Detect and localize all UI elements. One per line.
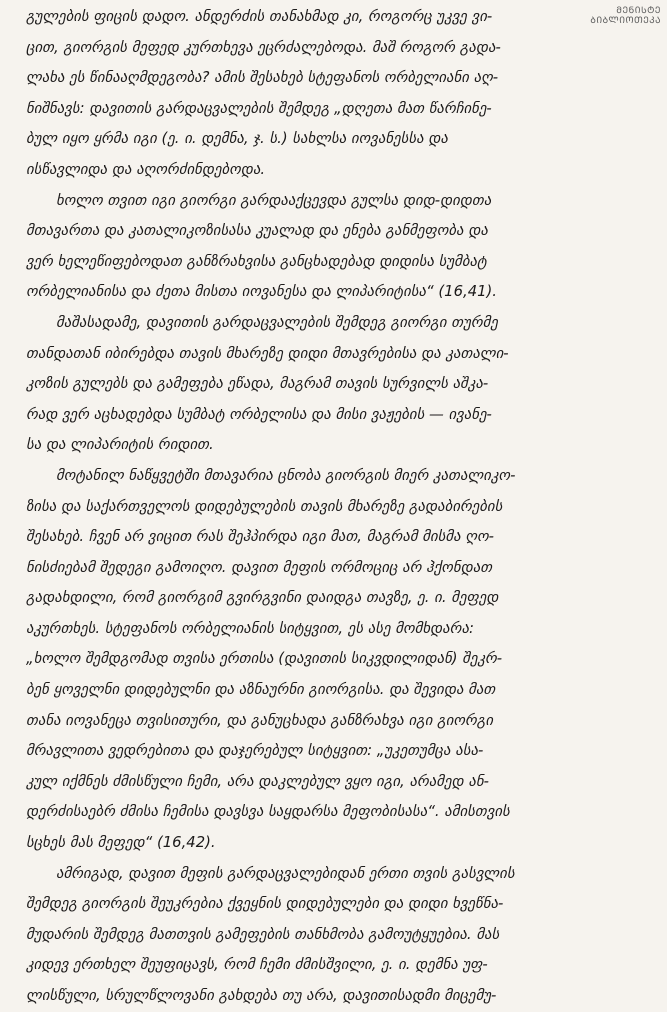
- text-line: თანდათან იბირებდა თავის მხარეზე დიდი მთავრებისა და კათალი-: [26, 344, 509, 362]
- text-line: მაშასადამე, დავითის გარდაცვალების შემდეგ გიორგი თურმე: [56, 313, 498, 331]
- text-line: სა და ლიპარიტის რიდით.: [26, 436, 214, 454]
- text-line: ვერ ხელეწიფებოდათ განზრახვისა განცხადებად დიდისა სუმბატ: [26, 252, 487, 270]
- text-line: რად ვერ აცხადებდა სუმბატ ორბელისა და მისი ვაჟების — ივანე-: [26, 405, 492, 423]
- stamp-line: ᲑᲘᲑᲚᲘᲝᲗᲔᲙᲐ: [590, 16, 661, 26]
- text-line: ნიშნავს: დავითის გარდაცვალების შემდეგ „დღეთა მათ წარჩინე-: [26, 99, 492, 117]
- text-line: ზისა და საქართველოს დიდებულების თავის მხარეზე გადაბირების: [26, 497, 503, 515]
- text-line: ნისძიებამ შედეგი გამოიღო. დავით მეფის ორმოციც არ ჰქონდათ: [26, 558, 493, 576]
- text-line: სცხეს მას მეფედ“ (16,42).: [26, 834, 216, 852]
- text-line: ორბელიანისა და ძეთა მისთა იოვანესა და ლიპარიტისა“ (16,41).: [26, 283, 498, 301]
- text-line: ლისწული, სრულწლოვანი გახდება თუ არა, დავითისადმი მიცემუ-: [26, 987, 497, 1004]
- document-page: [26, 2, 650, 1012]
- text-line: გულების ფიცის დადო. ანდერძის თანახმად კი, როგორც უკვე ვი-: [26, 8, 493, 25]
- text-line: მთავართა და კათალიკოზისასა კუალად და ენება განმეფობა და: [26, 222, 488, 240]
- text-line: მუდარის შემდეგ მათთვის გამეფების თანხმობა გამოუტყუებია. მას: [26, 925, 500, 943]
- text-line: ლახა ეს წინააღმდეგობა? ამის შესახებ სტეფანოს ორბელიანი აღ-: [26, 69, 499, 87]
- text-line: ხოლო თვით იგი გიორგი გარდააქცევდა გულსა დიდ-დიდთა: [56, 191, 492, 209]
- text-line: ცით, გიორგის მეფედ კურთხევა ეცრძალებოდა. მაშ როგორ გადა-: [26, 38, 501, 56]
- text-line: გადახდილი, რომ გიორგიმ გვირგვინი დაიდგა თავზე, ე. ი. მეფედ: [26, 589, 499, 607]
- text-line: შესახებ. ჩვენ არ ვიცით რას შეჰპირდა იგი მათ, მაგრამ მისმა ღო-: [26, 528, 494, 546]
- text-line: მოტანილ ნაწყვეტში მთავარია ცნობა გიორგის მიერ კათალიკო-: [56, 466, 516, 484]
- text-line: „ხოლო შემდგომად თვისა ერთისა (დავითის სიკვდილიდან) შეკრ-: [26, 650, 503, 668]
- text-line: დერძისაებრ ძმისა ჩემისა დავსვა საყდარსა მეფობისასა“. ამისთვის: [26, 803, 510, 821]
- text-line: კულ იქმნეს ძმისწული ჩემი, არა დაკლებულ ვყო იგი, არამედ ან-: [26, 772, 489, 790]
- text-line: ბულ იყო ყრმა იგი (ე. ი. დემნა, ჯ. ს.) სახლსა იოვანესსა და: [26, 130, 448, 148]
- text-line: აკურთხეს. სტეფანოს ორბელიანის სიტყვით, ეს ასე მომხდარა:: [26, 619, 474, 637]
- text-line: ბენ ყოველნი დიდებულნი და აზნაურნი გიორგისა. და შევიდა მათ: [26, 681, 496, 699]
- text-line: შემდეგ გიორგის შეუკრებია ქვეყნის დიდებულები და დიდი ხვეწნა-: [26, 895, 504, 913]
- text-line: კიდევ ერთხელ შეუფიცავს, რომ ჩემი ძმისშვილი, ე. ი. დემნა უფ-: [26, 956, 488, 974]
- text-line: მრავლითა ვედრებითა და დაჯერებულ სიტყვით: „უკეთუმცა ასა-: [26, 742, 484, 760]
- text-line: თანა იოვანეცა თვისითური, და განუცხადა განზრახვა იგი გიორგი: [26, 711, 494, 729]
- text-line: ამრიგად, დავით მეფის გარდაცვალებიდან ერთი თვის გასვლის: [56, 864, 515, 882]
- stamp-line: ᲛᲔᲜᲘᲡᲢᲔ: [616, 6, 661, 16]
- text-line: ისწავლიდა და აღორძინდებოდა.: [26, 160, 266, 178]
- text-line: კოზის გულებს და გამეფება ეწადა, მაგრამ თავის სურვილს აშკა-: [26, 375, 489, 393]
